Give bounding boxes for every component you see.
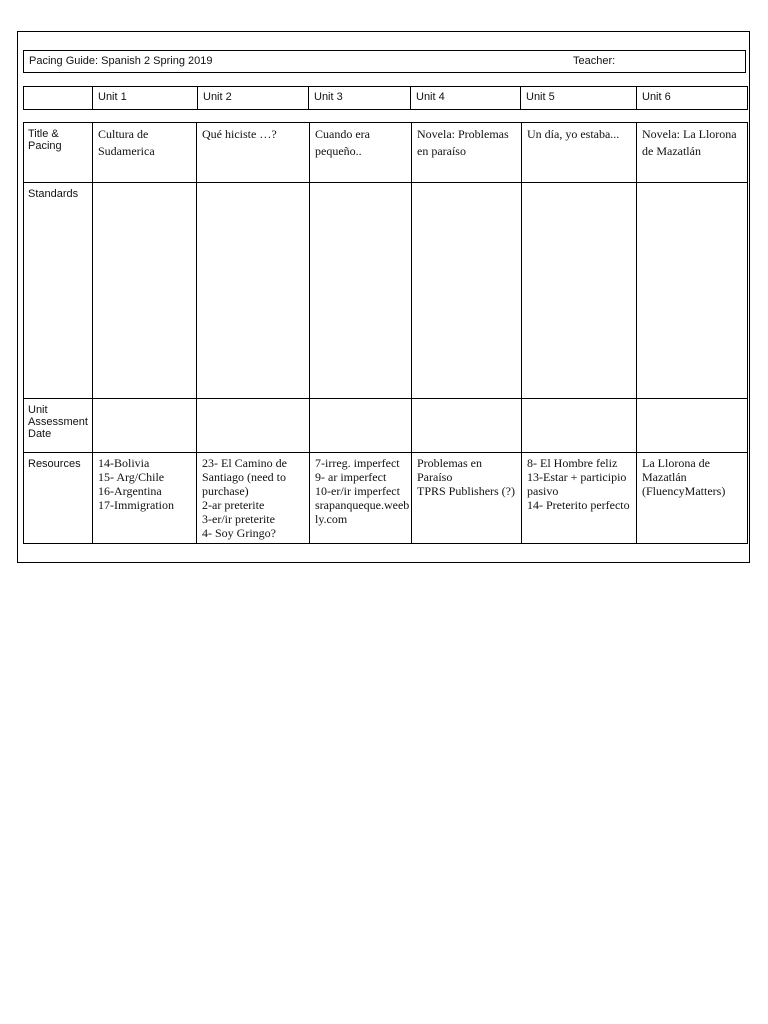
resources-row — [24, 453, 748, 544]
unit-5-header: Unit 5 — [521, 87, 637, 110]
unit-2-title-cell — [197, 123, 310, 183]
cell-text: La Llorona de — [642, 456, 710, 470]
unit-2-resources-cell — [197, 453, 310, 544]
cell-text: pasivo — [527, 484, 559, 498]
unit-6-header: Unit 6 — [637, 87, 748, 110]
cell-text: 13-Estar + participio — [527, 470, 627, 484]
unit-2-header: Unit 2 — [198, 87, 309, 110]
cell-text: Santiago (need to — [202, 470, 286, 484]
cell-text: 4- Soy Gringo? — [202, 526, 276, 540]
pacing-guide-title: Pacing Guide: Spanish 2 Spring 2019 — [29, 55, 213, 67]
title-pacing-label-line: Pacing — [28, 140, 62, 152]
title-pacing-label — [24, 123, 93, 183]
cell-text: Novela: La Llorona — [642, 127, 737, 141]
teacher-label: Teacher: — [573, 55, 616, 67]
assessment-label — [24, 399, 93, 453]
cell-text: Mazatlán — [642, 470, 687, 484]
cell-text: 9- ar imperfect — [315, 470, 387, 484]
cell-text: de Mazatlán — [642, 144, 701, 158]
cell-text: ly.com — [315, 512, 348, 526]
unit-3-standards-cell — [310, 183, 412, 399]
cell-text: Paraíso — [417, 470, 453, 484]
cell-text: 8- El Hombre feliz — [527, 456, 618, 470]
cell-text: 2-ar preterite — [202, 498, 265, 512]
unit-3-header: Unit 3 — [309, 87, 411, 110]
cell-text: Cuando era — [315, 127, 370, 141]
unit-5-assessment-cell — [522, 399, 637, 453]
cell-text: 16-Argentina — [98, 484, 162, 498]
unit-6-title-cell — [637, 123, 748, 183]
cell-text: pequeño.. — [315, 144, 362, 158]
cell-text: srapanqueque.weeb — [315, 498, 410, 512]
cell-text: 14- Preterito perfecto — [527, 498, 630, 512]
unit-6-standards-cell — [637, 183, 748, 399]
assessment-label-line: Date — [28, 428, 52, 440]
cell-text: Problemas en — [417, 456, 482, 470]
unit-2-assessment-cell — [197, 399, 310, 453]
unit-1-standards-cell — [93, 183, 197, 399]
resources-label: Resources — [24, 453, 93, 544]
title-bar — [23, 50, 746, 73]
unit-3-resources-cell — [310, 453, 412, 544]
unit-1-header: Unit 1 — [93, 87, 198, 110]
cell-text: Cultura de — [98, 127, 149, 141]
title-pacing-row — [24, 123, 748, 183]
cell-text: (FluencyMatters) — [642, 484, 726, 498]
unit-header-blank — [24, 87, 93, 110]
unit-header-row — [24, 87, 748, 110]
cell-text: 10-er/ir imperfect — [315, 484, 400, 498]
unit-6-resources-cell — [637, 453, 748, 544]
cell-text: en paraíso — [417, 144, 466, 158]
cell-text: 15- Arg/Chile — [98, 470, 165, 484]
assessment-row — [24, 399, 748, 453]
standards-label: Standards — [24, 183, 93, 399]
unit-5-title-cell — [522, 123, 637, 183]
cell-text: 7-irreg. imperfect — [315, 456, 400, 470]
unit-4-assessment-cell — [412, 399, 522, 453]
pacing-grid-table — [23, 122, 748, 544]
unit-1-title-cell — [93, 123, 197, 183]
unit-1-resources-cell — [93, 453, 197, 544]
unit-header-table — [23, 86, 748, 110]
cell-text: Un día, yo estaba... — [527, 127, 620, 141]
unit-5-resources-cell — [522, 453, 637, 544]
unit-5-standards-cell — [522, 183, 637, 399]
cell-text: Sudamerica — [98, 144, 155, 158]
cell-text: purchase) — [202, 484, 249, 498]
unit-4-resources-cell — [412, 453, 522, 544]
unit-2-standards-cell — [197, 183, 310, 399]
cell-text: 3-er/ir preterite — [202, 512, 275, 526]
cell-text: 23- El Camino de — [202, 456, 287, 470]
cell-text: 14-Bolivia — [98, 456, 150, 470]
cell-text: 17-Immigration — [98, 498, 174, 512]
cell-text: Novela: Problemas — [417, 127, 509, 141]
unit-6-assessment-cell — [637, 399, 748, 453]
cell-text: Qué hiciste …? — [202, 127, 277, 141]
unit-3-assessment-cell — [310, 399, 412, 453]
standards-row — [24, 183, 748, 399]
cell-text: TPRS Publishers (?) — [417, 484, 516, 498]
unit-4-title-cell — [412, 123, 522, 183]
unit-1-assessment-cell — [93, 399, 197, 453]
unit-4-header: Unit 4 — [411, 87, 521, 110]
unit-3-title-cell — [310, 123, 412, 183]
unit-4-standards-cell — [412, 183, 522, 399]
assessment-label-line: Unit — [28, 404, 48, 416]
title-pacing-label-line: Title & — [28, 128, 59, 140]
assessment-label-line: Assessment — [28, 416, 88, 428]
